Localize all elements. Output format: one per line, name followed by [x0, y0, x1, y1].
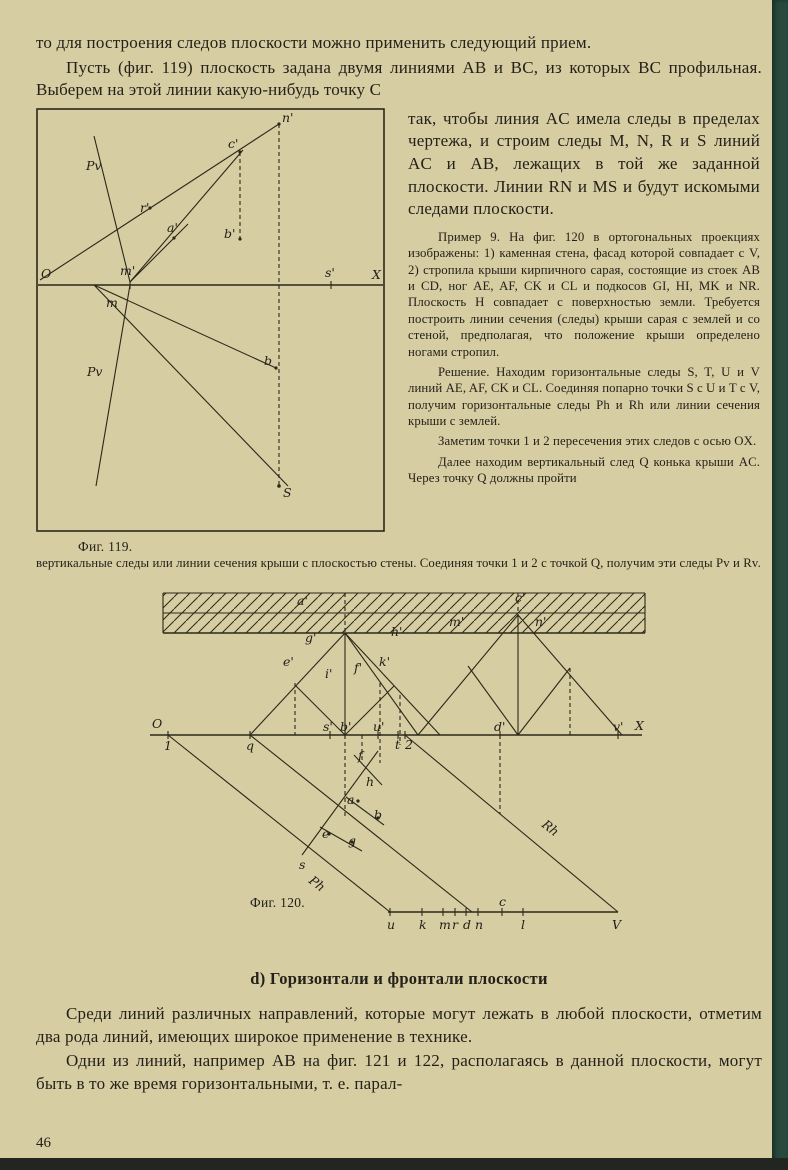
- figure-label-2: 2: [405, 737, 413, 753]
- right-column: [408, 108, 760, 555]
- section-heading: d) Горизонтали и фронтали плоскости: [250, 969, 548, 989]
- figure-label-m: m: [106, 294, 118, 310]
- figure-label-a: a: [347, 792, 355, 808]
- figure-120-drawing: [150, 585, 650, 945]
- figure-label-f: f: [358, 748, 363, 764]
- figure-label-v': v': [613, 719, 624, 735]
- figure-label-u: u: [387, 917, 396, 933]
- figure-label-m': m': [120, 262, 136, 278]
- paragraph-continuation: то для построения следов плоскости можно применить следующий прием.: [36, 33, 592, 52]
- figure-label-s': s': [325, 264, 335, 280]
- figure-label-b: b: [264, 352, 273, 368]
- figure-label-q: q: [246, 738, 255, 754]
- paragraph-intro: Пусть (фиг. 119) плоскость задана двумя линиями AB и BC, из которых BC профильная. Выберем на этой линии какую-нибудь точку C: [36, 57, 762, 100]
- figure-label-b': b': [224, 225, 236, 241]
- figure-label-Rh: Rh: [539, 816, 563, 840]
- figure-119-caption: Фиг. 119.: [78, 538, 133, 554]
- figure-label-n: n: [475, 917, 484, 933]
- figure-label-b: b: [374, 807, 383, 823]
- figure-label-k': k': [379, 654, 391, 670]
- figure-label-e': e': [283, 654, 294, 670]
- figure-label-V: V: [612, 917, 622, 933]
- paragraph-odni: Одни из линий, например AB на фиг. 121 и 122, располагаясь в данной плоскости, могут быть в то же время горизонтальными, т. е. парал-: [36, 1051, 762, 1094]
- figure-120-caption: Фиг. 120.: [250, 895, 305, 911]
- page-content: [36, 32, 762, 1098]
- figure-label-S: S: [283, 484, 292, 500]
- figure-label-h: h: [366, 774, 375, 790]
- book-edge-right: [772, 0, 788, 1170]
- figure-label-d': d': [494, 719, 506, 735]
- figure-label-r: r: [452, 917, 458, 933]
- figure-label-r': r': [140, 199, 150, 215]
- figure-label-e: e: [322, 826, 330, 842]
- figure-label-l: l: [521, 917, 525, 933]
- solution-paragraph: Решение. Находим горизонтальные следы S, T, U и V линий AE, AF, CK и CL. Соединяя попарно точки S с U и T с V, получим горизонтальные следы Ph и Rh или линии сечения крыши с землей.: [408, 364, 760, 428]
- figure-label-s: s: [299, 857, 306, 873]
- figure-label-b': b': [340, 719, 352, 735]
- example-paragraph: Пример 9. На фиг. 120 в ортогональных проекциях изображены: 1) каменная стена, фасад которой совпадает с V, 2) стропила крыши кирпичного сарая, состоящие из стоек AB и CD, ног AE, AF, CK и CL и подкосов GI, HI, MK и NR. Плоскость H совпадает с поверхностью земли. Требуется построить линии сечения (следы) крыши сарая с землей и со стеной, предполагая, что положение крыши определено ногами стропил.: [408, 229, 760, 359]
- book-edge-bottom: [0, 1158, 788, 1170]
- figure-119: [36, 108, 408, 555]
- figure-label-f': f': [354, 660, 363, 676]
- figure-label-X: X: [372, 266, 381, 282]
- figure-label-1: 1: [164, 738, 172, 754]
- figure-label-c: c: [499, 894, 507, 910]
- figure-label-O: O: [41, 265, 52, 281]
- paragraph-below-figure: вертикальные следы или линии сечения крыши с плоскостью стены. Соединяя точки 1 и 2 с точкой Q, получим эти следы Pv и Rv.: [36, 555, 761, 570]
- page-number: 46: [36, 1135, 51, 1151]
- figure-label-h': h': [391, 624, 403, 640]
- further-paragraph: Далее находим вертикальный след Q конька крыши AC. Через точку Q должны пройти: [408, 454, 760, 486]
- figure-and-text-row: [36, 108, 762, 555]
- figure-label-s': s': [323, 719, 333, 735]
- figure-120: [150, 585, 650, 945]
- figure-label-Pv: Pv: [86, 157, 102, 173]
- note-paragraph: Заметим точки 1 и 2 пересечения этих следов с осью OX.: [438, 434, 757, 449]
- figure-label-X: X: [635, 718, 644, 734]
- figure-label-n': n': [535, 614, 547, 630]
- paragraph-sredi: Среди линий различных направлений, которые могут лежать в любой плоскости, отметим два рода линий, имеющих широкое применение в технике.: [36, 1004, 762, 1046]
- figure-label-c': c': [515, 590, 526, 606]
- figure-label-a': a': [167, 219, 178, 235]
- figure-label-g': g': [305, 630, 317, 646]
- figure-label-g: g: [348, 833, 357, 849]
- figure-label-m: m: [439, 917, 451, 933]
- figure-label-i': i': [325, 666, 333, 682]
- figure-label-m': m': [449, 614, 465, 630]
- figure-label-u': u': [373, 719, 385, 735]
- figure-label-c': c': [228, 135, 239, 151]
- paragraph-cont-right: так, чтобы линия AC имела следы в пределах чертежа, и строим следы M, N, R и S линий AC и AB, лежащих в той же заданной плоскости. Линии RN и MS и будут искомыми следами плоскости.: [408, 108, 760, 219]
- figure-label-Ph: Ph: [306, 872, 329, 895]
- figure-label-O: O: [152, 716, 163, 732]
- figure-label-k: k: [419, 917, 427, 933]
- figure-label-n': n': [282, 109, 294, 125]
- figure-119-drawing: [36, 108, 386, 533]
- figure-label-d: d: [463, 917, 472, 933]
- figure-label-Pv: Pv: [87, 363, 103, 379]
- figure-label-t: t: [395, 737, 401, 753]
- figure-label-a': a': [297, 593, 308, 609]
